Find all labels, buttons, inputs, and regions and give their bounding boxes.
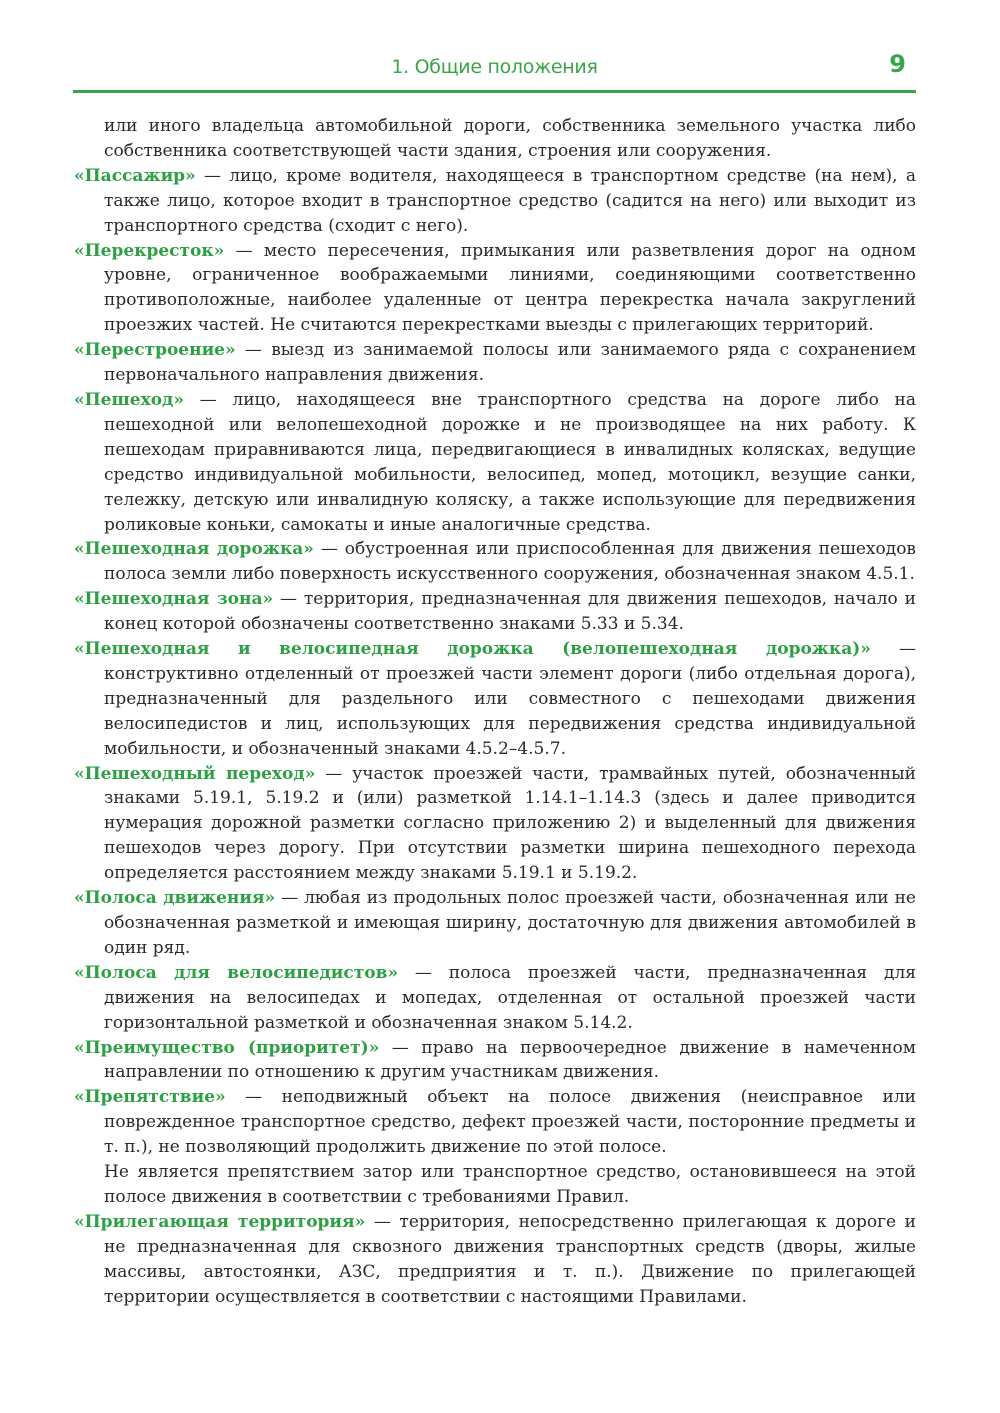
definition-text: — обустроенная или приспособленная для движения пешеходов полоса земли либо поверхность искусственного сооружения, обозначенная знаком 4.5.1. <box>104 539 916 585</box>
definition-term: «Перекресток» <box>74 240 225 261</box>
definition-text: — выезд из занимаемой полосы или занимаемого ряда с сохранением первоначального направления движения. <box>104 340 916 386</box>
definition-entry <box>74 637 916 762</box>
definition-term: «Пешеходная зона» <box>74 589 274 610</box>
definition-term: «Препятствие» <box>74 1087 226 1108</box>
definition-entry <box>74 388 916 537</box>
definition-term: «Преимущество (приоритет)» <box>74 1037 380 1058</box>
definition-text: — конструктивно отделенный от проезжей части элемент дороги (либо отдельная дорога), предназначенный для раздельного или совместного с пешеходами движения велосипедистов и лиц, использующих для передвижения средства индивидуальной мобильности, и обозначенный знаками 4.5.2–4.5.7. <box>104 639 916 759</box>
definition-term: «Пешеходный переход» <box>74 763 316 784</box>
definition-entry <box>74 1036 916 1086</box>
definition-text: — лицо, находящееся вне транспортного средства на дороге либо на пешеходной или велопешеходной дорожке и не производящее на них работу. К пешеходам приравниваются лица, передвигающиеся в инвалидных колясках, ведущие средство индивидуальной мобильности, велосипед, мопед, мотоцикл, везущие санки, тележку, детскую или инвалидную коляску, а также использующие для передвижения роликовые коньки, самокаты и иные аналогичные средства. <box>104 389 916 535</box>
definition-text: — место пересечения, примыкания или разветвления дорог на одном уровне, ограниченное воображаемыми линиями, соединяющими соответственно противоположные, наиболее удаленные от центра перекрестка начала закруглений проезжих частей. Не считаются перекрестками выезды с прилегающих территорий. <box>104 240 916 336</box>
definition-term: «Пассажир» <box>74 165 196 186</box>
definition-text: — территория, непосредственно прилегающая к дороге и не предназначенная для сквозного движения транспортных средств (дворы, жилые массивы, автостоянки, АЗС, предприятия и т. п.). Движение по прилегающей территории осуществляется в соответствии с настоящими Правилами. <box>104 1211 916 1307</box>
definition-entry <box>74 886 916 961</box>
definition-entry <box>74 1085 916 1160</box>
definition-term: «Пешеходная и велосипедная дорожка (велопешеходная дорожка)» <box>74 639 871 660</box>
definition-term: «Полоса движения» <box>74 888 276 909</box>
definition-entry <box>74 338 916 388</box>
header-divider <box>73 90 916 93</box>
page-header <box>73 50 916 90</box>
definition-entry <box>74 239 916 339</box>
definition-term: «Прилегающая территория» <box>74 1211 366 1232</box>
definition-text: — право на первоочередное движение в намеченном направлении по отношению к другим участникам движения. <box>104 1037 916 1083</box>
definition-entry <box>74 537 916 587</box>
definition-continuation: Не является препятствием затор или транспортное средство, остановившееся на этой полосе движения в соответствии с требованиями Правил. <box>104 1162 916 1207</box>
definition-text: — лицо, кроме водителя, находящееся в транспортном средстве (на нем), а также лицо, которое входит в транспортное средство (садится на него) или выходит из транспортного средства (сходит с него). <box>104 165 916 236</box>
definition-term: «Перестроение» <box>74 340 236 361</box>
definition-text: — любая из продольных полос проезжей части, обозначенная или не обозначенная разметкой и имеющая ширину, достаточную для движения автомобилей в один ряд. <box>104 888 916 958</box>
definition-entry <box>74 762 916 887</box>
section-title: 1. Общие положения <box>391 56 598 78</box>
definition-list <box>74 164 916 1310</box>
definition-term: «Пешеход» <box>74 389 185 410</box>
definition-text: — участок проезжей части, трамвайных путей, обозначенный знаками 5.19.1, 5.19.2 и (или) разметкой 1.14.1–1.14.3 (здесь и далее приводится нумерация дорожной разметки согласно приложению 2) и выделенный для движения пешеходов через дорогу. При отсутствии разметки ширина пешеходного перехода определяется расстоянием между знаками 5.19.1 и 5.19.2. <box>104 763 916 884</box>
definition-entry <box>74 961 916 1036</box>
definition-entry <box>74 1210 916 1310</box>
definition-text: — полоса проезжей части, предназначенная для движения на велосипедах и мопедах, отделенная от остальной проезжей части горизонтальной разметкой и обозначенная знаком 5.14.2. <box>104 962 916 1033</box>
page-number: 9 <box>889 50 906 78</box>
definition-entry <box>74 164 916 239</box>
definition-term: «Пешеходная дорожка» <box>74 539 314 560</box>
definition-text: — территория, предназначенная для движения пешеходов, начало и конец которой обозначены соответственно знаками 5.33 и 5.34. <box>104 589 916 635</box>
definition-text: — неподвижный объект на полосе движения (неисправное или поврежденное транспортное средство, дефект проезжей части, посторонние предметы и т. п.), не позволяющий продолжить движение по этой полосе. <box>104 1087 916 1158</box>
definition-entry <box>74 587 916 637</box>
definition-term: «Полоса для велосипедистов» <box>74 962 399 983</box>
glossary-body <box>74 114 916 1310</box>
intro-continuation: или иного владельца автомобильной дороги, собственника земельного участка либо собственника соответствующей части здания, строения или сооружения. <box>104 116 916 161</box>
